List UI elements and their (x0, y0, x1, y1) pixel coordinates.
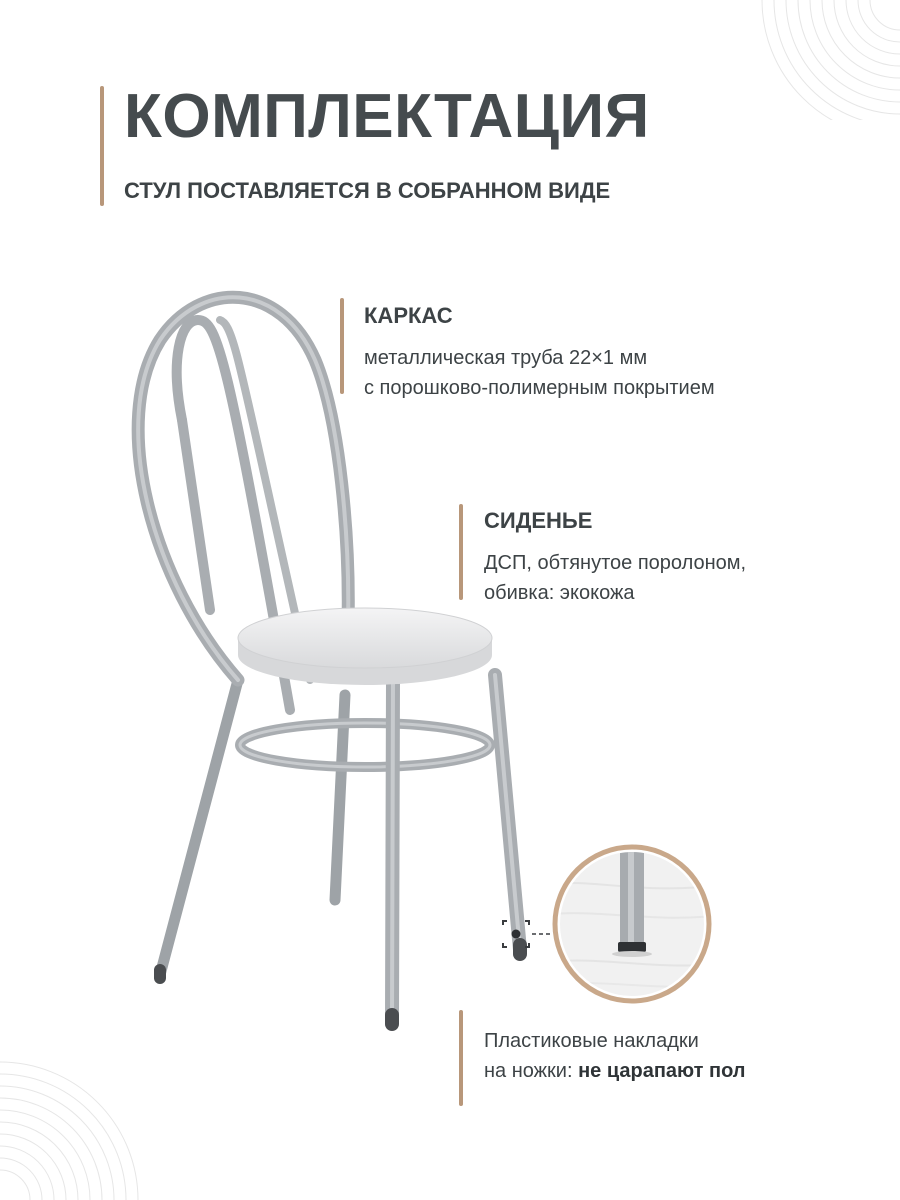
caps-line1: Пластиковые накладки (484, 1030, 699, 1052)
frame-line1: металлическая труба 22×1 мм (364, 347, 648, 369)
caps-line2-prefix: на ножки: (484, 1060, 579, 1082)
decorative-rings-top-right (740, 0, 900, 120)
chair-image (110, 280, 550, 1040)
frame-line2: с порошково-полимерным покрытием (364, 377, 715, 399)
caps-line2-bold: не царапают пол (578, 1060, 746, 1082)
leg-cap-zoom-image (552, 844, 712, 1004)
seat-line2: обивка: экокожа (484, 582, 635, 604)
decorative-rings-bottom-left (0, 1040, 150, 1200)
frame-title: КАРКАС (364, 303, 453, 328)
seat-title: СИДЕНЬЕ (484, 508, 593, 533)
header-accent-bar (100, 86, 104, 206)
page-subtitle: СТУЛ ПОСТАВЛЯЕТСЯ В СОБРАННОМ ВИДЕ (124, 178, 611, 203)
page-title: КОМПЛЕКТАЦИЯ (124, 82, 650, 151)
seat-line1: ДСП, обтянутое поролоном, (484, 552, 747, 574)
caps-line2 (484, 1056, 746, 1086)
